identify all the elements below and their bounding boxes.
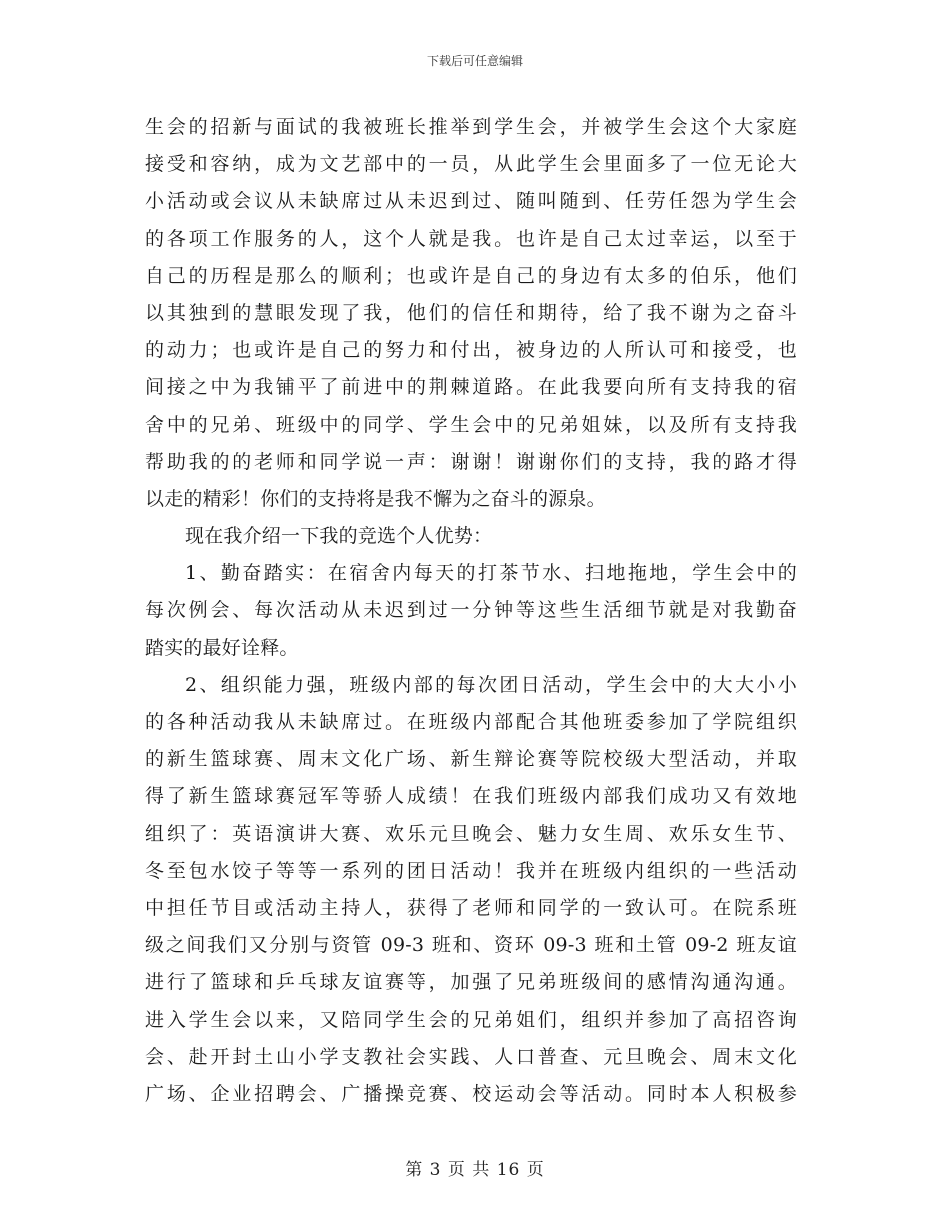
text-line: 自己的历程是那么的顺利；也或许是自己的身边有太多的伯乐，他们 bbox=[145, 264, 797, 287]
text-line: 以其独到的慧眼发现了我，他们的信任和期待，给了我不谢为之奋斗 bbox=[145, 301, 797, 324]
page-header-note: 下载后可任意编辑 bbox=[426, 54, 523, 68]
text-line: 得了新生篮球赛冠军等骄人成绩！在我们班级内部我们成功又有效地 bbox=[145, 785, 797, 808]
text-line: 进入学生会以来，又陪同学生会的兄弟姐们，组织并参加了高招咨询 bbox=[145, 1008, 797, 1031]
text-line: 小活动或会议从未缺席过从未迟到过、随叫随到、任劳任怨为学生会 bbox=[145, 190, 797, 213]
text-line: 接受和容纳，成为文艺部中的一员，从此学生会里面多了一位无论大 bbox=[145, 153, 797, 176]
text-line: 组织了：英语演讲大赛、欢乐元旦晚会、魅力女生周、欢乐女生节、 bbox=[145, 822, 797, 845]
text-line: 会、赴开封土山小学支教社会实践、人口普查、元旦晚会、周末文化 bbox=[145, 1045, 797, 1068]
document-body bbox=[145, 109, 797, 1113]
text-line: 的新生篮球赛、周末文化广场、新生辩论赛等院校级大型活动，并取 bbox=[145, 748, 797, 771]
text-line: 现在我介绍一下我的竞选个人优势： bbox=[185, 525, 493, 548]
text-line: 帮助我的的老师和同学说一声：谢谢！谢谢你们的支持，我的路才得 bbox=[145, 450, 797, 473]
text-line: 生会的招新与面试的我被班长推举到学生会，并被学生会这个大家庭 bbox=[145, 116, 797, 138]
text-line: 进行了篮球和乒乓球友谊赛等，加强了兄弟班级间的感情沟通沟通。 bbox=[145, 971, 797, 994]
text-line: 的各种活动我从未缺席过。在班级内部配合其他班委参加了学院组织 bbox=[145, 711, 797, 733]
text-line: 中担任节目或活动主持人，获得了老师和同学的一致认可。在院系班 bbox=[145, 896, 797, 919]
text-line: 以走的精彩！你们的支持将是我不懈为之奋斗的源泉。 bbox=[145, 487, 606, 510]
text-line: 的各项工作服务的人，这个人就是我。也许是自己太过幸运，以至于 bbox=[145, 227, 797, 250]
text-line: 间接之中为我铺平了前进中的荆棘道路。在此我要向所有支持我的宿 bbox=[145, 376, 797, 399]
page-number: 第 3 页 共 16 页 bbox=[405, 1160, 545, 1180]
text-line: 每次例会、每次活动从未迟到过一分钟等这些生活细节就是对我勤奋 bbox=[145, 599, 797, 622]
text-line: 广场、企业招聘会、广播操竞赛、校运动会等活动。同时本人积极参 bbox=[145, 1082, 797, 1105]
text-line: 级之间我们又分别与资管 09-3 班和、资环 09-3 班和土管 09-2 班友谊 bbox=[145, 934, 797, 957]
text-line: 踏实的最好诠释。 bbox=[145, 636, 299, 659]
text-line: 舍中的兄弟、班级中的同学、学生会中的兄弟姐妹，以及所有支持我 bbox=[145, 413, 797, 436]
text-line: 的动力；也或许是自己的努力和付出，被身边的人所认可和接受，也 bbox=[145, 339, 797, 362]
text-line: 1、勤奋踏实：在宿舍内每天的打茶节水、扫地拖地，学生会中的 bbox=[185, 562, 797, 585]
text-line: 冬至包水饺子等等一系列的团日活动！我并在班级内组织的一些活动 bbox=[145, 859, 797, 882]
text-line: 2、组织能力强，班级内部的每次团日活动，学生会中的大大小小 bbox=[185, 673, 797, 696]
